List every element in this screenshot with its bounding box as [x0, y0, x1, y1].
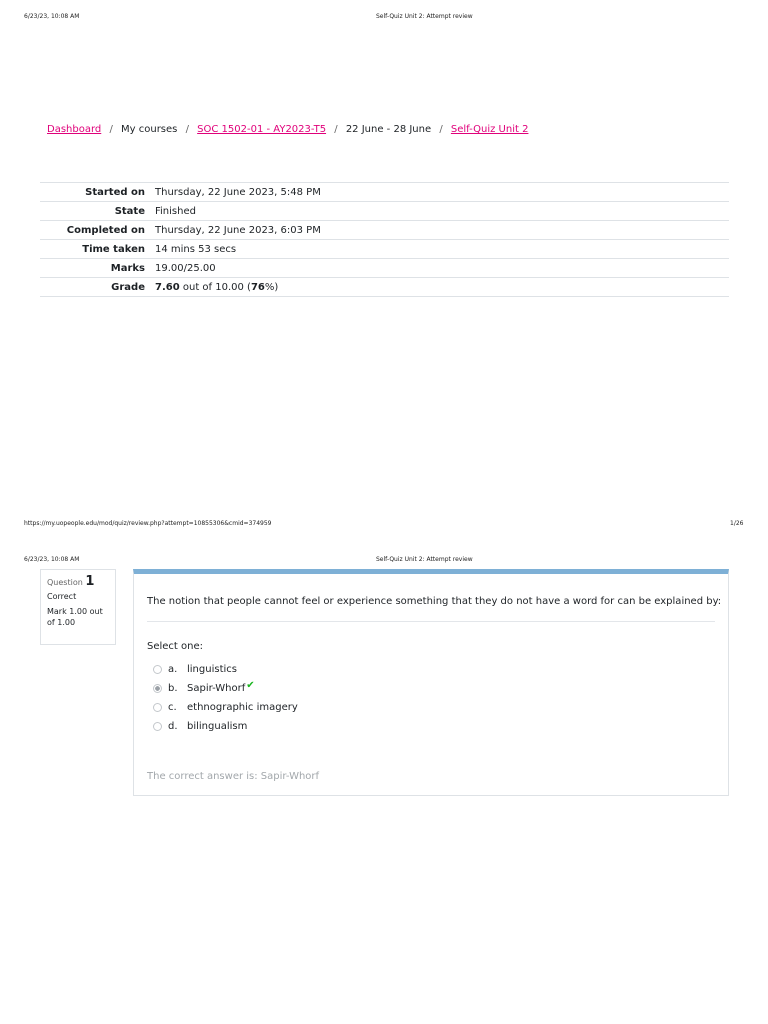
option-text: Sapir-Whorf: [187, 683, 246, 694]
summary-row-state: [40, 202, 729, 221]
question-info-panel: [40, 569, 116, 645]
summary-row-completed: [40, 221, 729, 240]
breadcrumb-separator: /: [439, 124, 443, 135]
radio-button[interactable]: [153, 722, 162, 731]
breadcrumb-quiz-link[interactable]: Self-Quiz Unit 2: [450, 124, 529, 135]
question-state: Correct: [47, 592, 77, 601]
answer-option-b[interactable]: [153, 680, 255, 694]
summary-row-marks: [40, 259, 729, 278]
grade-suffix: %): [264, 281, 279, 293]
summary-value: 19.00/25.00: [155, 262, 216, 274]
breadcrumb-separator: /: [334, 124, 338, 135]
option-text: ethnographic imagery: [187, 702, 298, 713]
radio-button[interactable]: [153, 703, 162, 712]
option-text: linguistics: [187, 664, 237, 675]
attempt-summary-table: [40, 182, 729, 297]
option-text: bilingualism: [187, 721, 248, 732]
breadcrumb-my-courses: My courses: [121, 124, 178, 135]
breadcrumb-week: 22 June - 28 June: [345, 124, 432, 135]
radio-button-selected[interactable]: [153, 684, 162, 693]
summary-value: Thursday, 22 June 2023, 6:03 PM: [155, 224, 321, 236]
breadcrumb-course-link[interactable]: SOC 1502-01 - AY2023-T5: [197, 124, 327, 135]
breadcrumb-dashboard-link[interactable]: Dashboard: [47, 124, 102, 135]
summary-row-time: [40, 240, 729, 259]
select-one-prompt: Select one:: [147, 641, 204, 652]
print-header-date: 6/23/23, 10:08 AM: [24, 556, 80, 563]
answer-option-d[interactable]: [153, 721, 247, 732]
answer-option-a[interactable]: [153, 664, 237, 675]
question-text: The notion that people cannot feel or experience something that they do not have a word for can be explained by:: [147, 596, 722, 607]
breadcrumb-separator: /: [185, 124, 189, 135]
summary-value: Thursday, 22 June 2023, 5:48 PM: [155, 186, 321, 198]
summary-row-started: [40, 183, 729, 202]
question-number: [47, 574, 109, 589]
question-label: Question: [47, 578, 83, 587]
summary-row-grade: [40, 278, 729, 297]
grade-score: 7.60: [155, 281, 180, 293]
radio-button[interactable]: [153, 665, 162, 674]
breadcrumb-separator: /: [109, 124, 113, 135]
print-header-date: 6/23/23, 10:08 AM: [24, 13, 80, 20]
print-header-title: Self-Quiz Unit 2: Attempt review: [376, 556, 473, 563]
summary-label: Started on: [85, 186, 145, 198]
question-mark: Mark 1.00 out of 1.00: [47, 607, 103, 627]
print-footer-url: https://my.uopeople.edu/mod/quiz/review.php?attempt=10855306&cmid=374959: [24, 520, 272, 527]
grade-percent: 76: [250, 281, 265, 293]
summary-label: Time taken: [82, 243, 145, 255]
correct-check-icon: ✔: [246, 680, 255, 691]
answer-option-c[interactable]: [153, 702, 298, 713]
option-letter: d.: [168, 721, 178, 732]
option-letter: a.: [168, 664, 178, 675]
summary-label: Completed on: [66, 224, 145, 236]
print-header-title: Self-Quiz Unit 2: Attempt review: [376, 13, 473, 20]
correct-answer-feedback: The correct answer is: Sapir-Whorf: [147, 771, 320, 782]
option-letter: c.: [168, 702, 177, 713]
question-number-value: 1: [85, 574, 95, 589]
grade-value: [155, 278, 729, 297]
question-divider: [147, 621, 715, 622]
print-footer-page-number: 1/26: [730, 520, 744, 527]
summary-label: Grade: [111, 281, 145, 293]
question-content: [133, 569, 729, 796]
option-letter: b.: [168, 683, 178, 694]
summary-value: 14 mins 53 secs: [155, 243, 237, 255]
grade-out-of: out of 10.00 (: [179, 281, 251, 293]
summary-label: Marks: [110, 262, 145, 274]
breadcrumb: [47, 124, 528, 135]
summary-label: State: [114, 205, 145, 217]
summary-value: Finished: [155, 205, 196, 217]
